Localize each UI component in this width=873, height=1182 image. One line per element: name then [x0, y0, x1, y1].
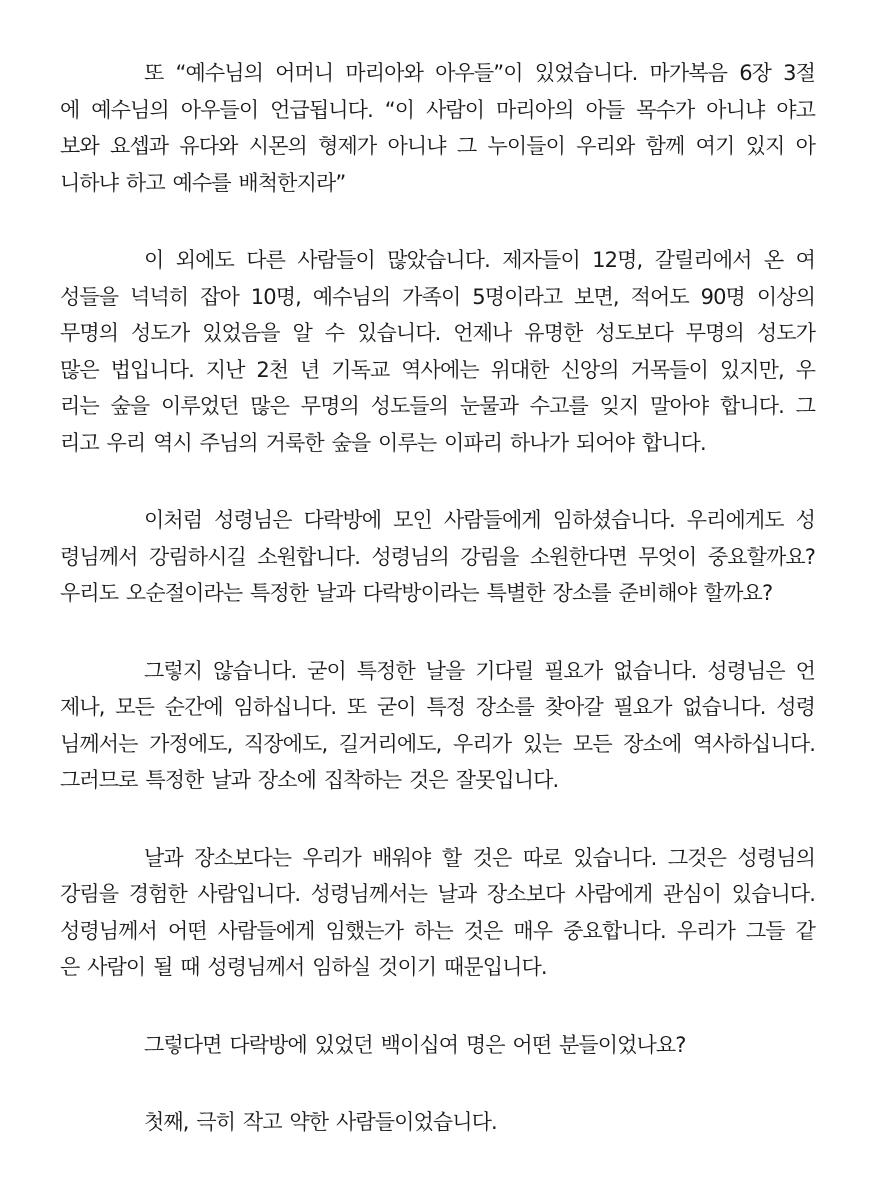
text-line: 니하냐 하고 예수를 배척한지라” — [60, 170, 346, 195]
document-page — [60, 55, 815, 1182]
text-line: 또 “예수님의 어머니 마리아와 아우들”이 있었습니다. 마가복음 6장 3절 — [144, 61, 815, 85]
text-line: 그렇지 않습니다. 굳이 특정한 날을 기다릴 필요가 없습니다. 성령님은 언 — [144, 658, 815, 683]
text-line: 성령님께서 어떤 사람들에게 임했는가 하는 것은 매우 중요합니다. 우리가 그들 같 — [60, 918, 815, 943]
text-line: 그렇다면 다락방에 있었던 백이십여 명은 어떤 분들이었나요? — [144, 1032, 686, 1057]
paragraph-5 — [60, 840, 815, 986]
text-line: 이처럼 성령님은 다락방에 모인 사람들에게 임하셨습니다. 우리에게도 성 — [144, 508, 815, 532]
text-line: 보와 요셉과 유다와 시몬의 형제가 아니냐 그 누이들이 우리와 함께 여기 있지 아 — [60, 134, 815, 158]
text-line: 많은 법입니다. 지난 2천 년 기독교 역사에는 위대한 신앙의 거목들이 있지만, 우 — [60, 357, 815, 382]
paragraph-1 — [60, 55, 815, 201]
text-line: 우리도 오순절이라는 특정한 날과 다락방이라는 특별한 장소를 준비해야 할까요? — [60, 581, 773, 605]
paragraph-4 — [60, 653, 815, 799]
text-line: 강림을 경험한 사람입니다. 성령님께서는 날과 장소보다 사람에게 관심이 있습니다. — [60, 882, 815, 906]
text-line: 령님께서 강림하시길 소원합니다. 성령님의 강림을 소원한다면 무엇이 중요할까요? — [60, 544, 815, 569]
paragraph-3 — [60, 502, 815, 612]
text-line: 은 사람이 될 때 성령님께서 임하실 것이기 때문입니다. — [60, 955, 547, 979]
text-line: 리는 숲을 이루었던 많은 무명의 성도들의 눈물과 수고를 잊지 말아야 합니다. 그 — [60, 394, 815, 418]
text-line: 제나, 모든 순간에 임하십니다. 또 굳이 특정 장소를 찾아갈 필요가 없습니다. 성령 — [60, 695, 815, 719]
text-line: 님께서는 가정에도, 직장에도, 길거리에도, 우리가 있는 모든 장소에 역사하십니다. — [60, 731, 815, 756]
text-line: 성들을 넉넉히 잡아 10명, 예수님의 가족이 5명이라고 보면, 적어도 90명 이상의 — [60, 284, 815, 309]
text-line: 날과 장소보다는 우리가 배워야 할 것은 따로 있습니다. 그것은 성령님의 — [144, 845, 815, 870]
text-line: 이 외에도 다른 사람들이 많았습니다. 제자들이 12명, 갈릴리에서 온 여 — [144, 248, 815, 272]
text-line: 에 예수님의 아우들이 언급됩니다. “이 사람이 마리아의 아들 목수가 아니냐 야고 — [60, 97, 815, 122]
text-line: 첫째, 극히 작고 약한 사람들이었습니다. — [144, 1110, 497, 1134]
paragraph-2 — [60, 242, 815, 461]
text-line: 리고 우리 역시 주님의 거룩한 숲을 이루는 이파리 하나가 되어야 합니다. — [60, 430, 706, 455]
text-line: 그러므로 특정한 날과 장소에 집착하는 것은 잘못입니다. — [60, 768, 559, 792]
text-line: 무명의 성도가 있었음을 알 수 있습니다. 언제나 유명한 성도보다 무명의 성도가 — [60, 321, 815, 345]
paragraph-6 — [60, 1027, 815, 1064]
paragraph-7 — [60, 1104, 815, 1141]
